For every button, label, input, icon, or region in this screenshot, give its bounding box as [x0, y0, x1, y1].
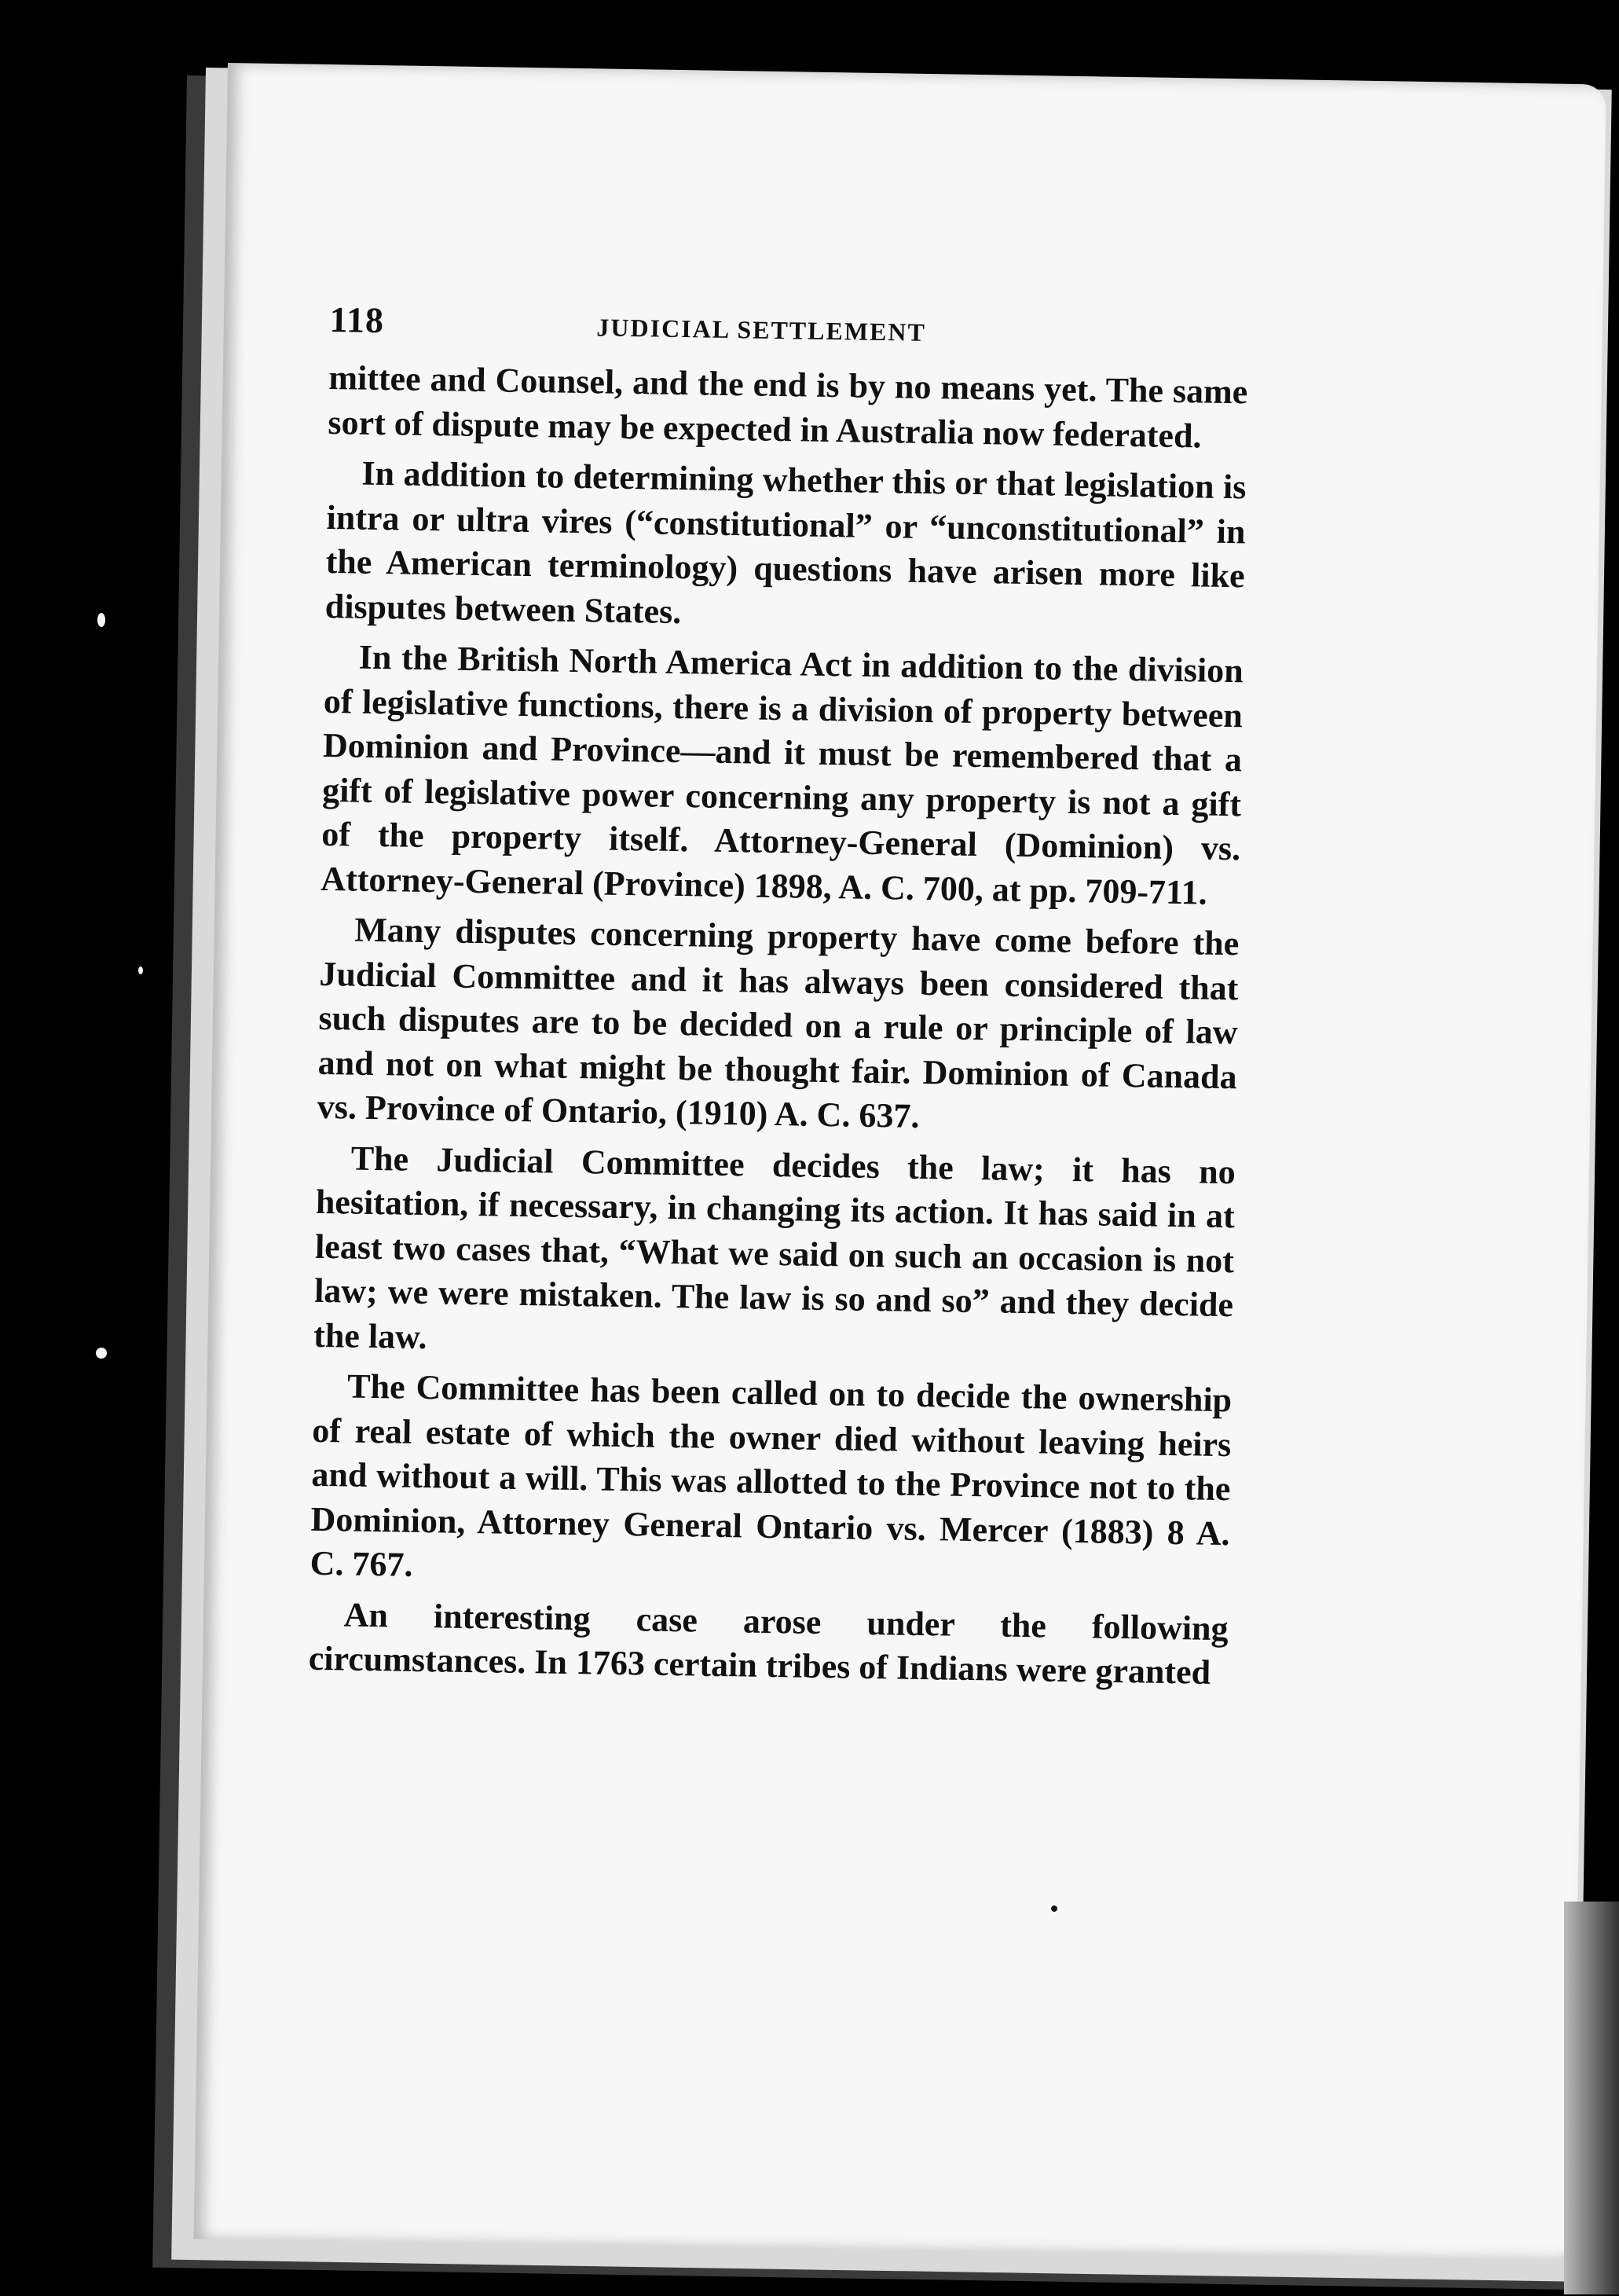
paragraph: In the British North America Act in addition to the division of legislative functions, there is a division of property between Dominion and Province—and it must be remembered that a gift of legislative power concerning any property is not a gift of the property itself. Attorney-General (Dominion) vs. Attorney-General (Province) 1898, A. C. 700, at pp. 709-711. [321, 637, 1244, 912]
page-number: 118 [329, 299, 385, 341]
paragraph: mittee and Counsel, and the end is by no means yet. The same sort of dispute may be expected in Australia now federated. [328, 358, 1248, 455]
print-speck [1051, 1905, 1057, 1912]
book-spine-edge [1564, 1902, 1619, 2294]
running-head: JUDICIAL SETTLEMENT [596, 313, 927, 347]
paragraph: The Judicial Committee decides the law; it has no hesitation, if necessary, in changing its action. It has said in at least two cases that, “What we said on such an occasion is not law; we were mistaken. The law is so and so” and they decide the law. [313, 1139, 1236, 1356]
page-content [308, 299, 1249, 1702]
paragraph: The Committee has been called on to decide the ownership of real estate of which the owner died without leaving heirs and without a will. This was allotted to the Province not to the Dominion, Attorney General Ontario vs. Mercer (1883) 8 A. C. 767. [310, 1366, 1233, 1584]
paragraph: Many disputes concerning property have come before the Judicial Committee and it has always been considered that such disputes are to be decided on a rule or principle of law and not on what might be thought fair. Dominion of Canada vs. Province of Ontario, (1910) A. C. 637. [317, 910, 1240, 1135]
scan-speck [97, 613, 105, 627]
paragraph: In addition to determining whether this or that legislation is intra or ultra vires (“constitutional” or “unconstitutional” in the American terminology) questions have arisen more like disputes between States. [324, 453, 1247, 631]
scan-speck [138, 966, 143, 974]
scan-speck [96, 1348, 107, 1359]
paragraph: An interesting case arose under the following circumstances. In 1763 certain tribes of Indians were granted [308, 1594, 1229, 1692]
